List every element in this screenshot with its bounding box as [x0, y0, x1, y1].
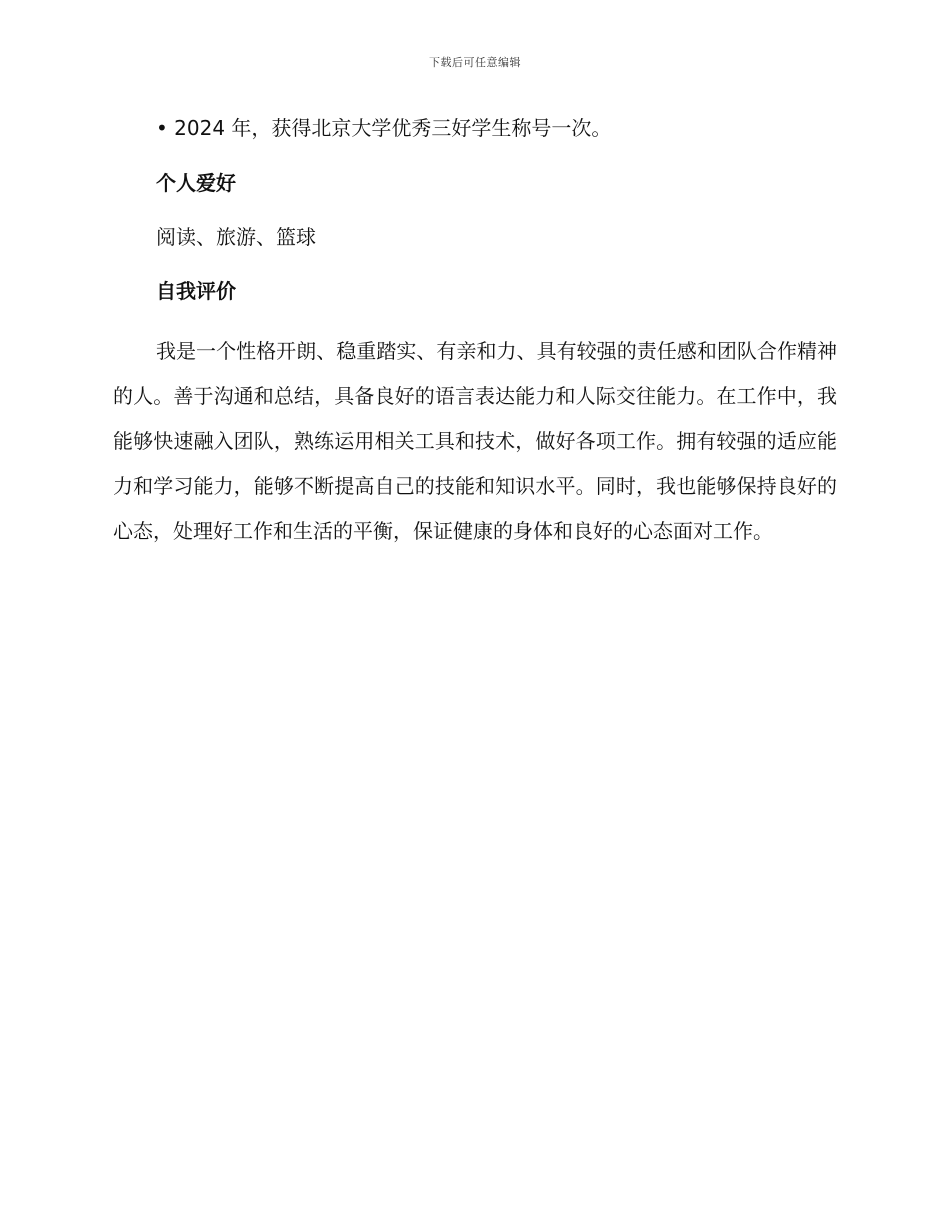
self-evaluation-text: 我是一个性格开朗、稳重踏实、有亲和力、具有较强的责任感和团队合作精神的人。善于沟通和总结，具备良好的语言表达能力和人际交往能力。在工作中，我能够快速融入团队，熟练运用相关工具和技术，做好各项工作。拥有较强的适应能力和学习能力，能够不断提高自己的技能和知识水平。同时，我也能够保持良好的心态，处理好工作和生活的平衡，保证健康的身体和良好的心态面对工作。 [113, 339, 837, 543]
page-header-note: 下载后可任意编辑 [429, 56, 521, 69]
hobbies-text: 阅读、旅游、篮球 [156, 225, 316, 249]
self-evaluation-heading: 自我评价 [156, 279, 236, 303]
document-body [113, 112, 837, 554]
award-item: • 2024 年，获得北京大学优秀三好学生称号一次。 [156, 116, 612, 140]
hobbies-heading: 个人爱好 [156, 171, 236, 195]
